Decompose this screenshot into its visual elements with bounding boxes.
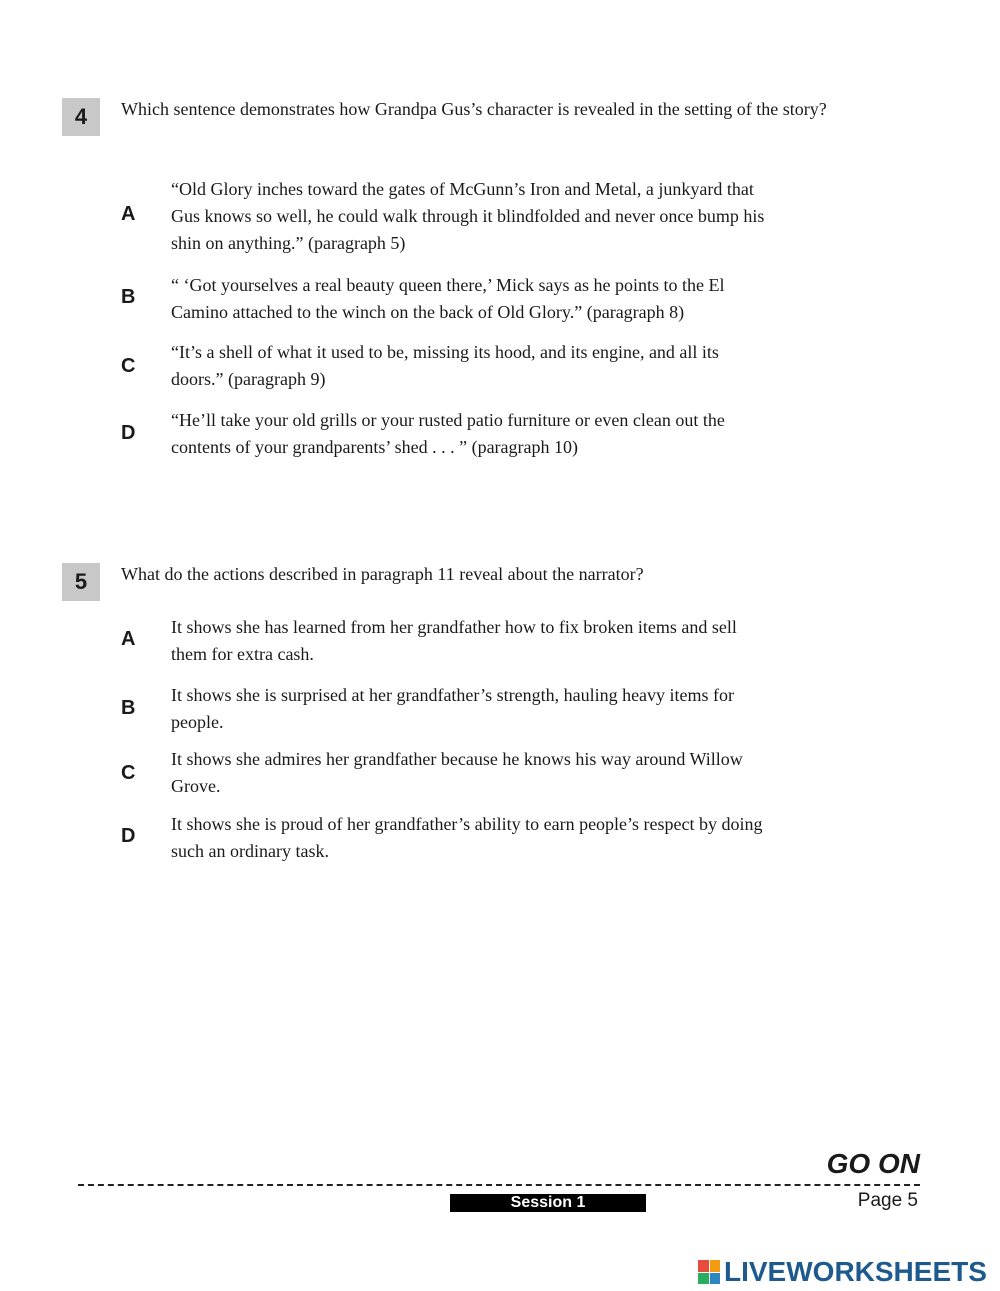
question-stem: Which sentence demonstrates how Grandpa Gus’s character is revealed in the setting of the story? xyxy=(121,99,827,119)
option-text-d[interactable]: “He’ll take your old grills or your rusted patio furniture or even clean out the contents of your grandparents’ shed . . . ” (paragraph 10) xyxy=(171,410,725,457)
option-letter-c[interactable]: C xyxy=(121,762,136,784)
logo-square-4 xyxy=(710,1273,721,1285)
liveworksheets-logo[interactable] xyxy=(698,1256,987,1288)
option-letter-d[interactable]: D xyxy=(121,825,136,847)
option-letter-b[interactable]: B xyxy=(121,697,136,719)
option-text-c[interactable]: “It’s a shell of what it used to be, missing its hood, and its engine, and all its doors.” (paragraph 9) xyxy=(171,342,719,389)
logo-square-2 xyxy=(710,1260,721,1272)
option-letter-a[interactable]: A xyxy=(121,203,136,225)
liveworksheets-logo-icon xyxy=(698,1260,720,1284)
option-text-a[interactable]: It shows she has learned from her grandfather how to fix broken items and sell them for extra cash. xyxy=(171,617,737,664)
option-text-b[interactable]: “ ‘Got yourselves a real beauty queen there,’ Mick says as he points to the El Camino attached to the winch on the back of Old Glory.” (paragraph 8) xyxy=(171,275,725,322)
option-letter-c[interactable]: C xyxy=(121,355,136,377)
question-stem: What do the actions described in paragraph 11 reveal about the narrator? xyxy=(121,564,644,584)
option-letter-b[interactable]: B xyxy=(121,286,136,308)
page-number: Page 5 xyxy=(857,1190,918,1211)
question-number: 4 xyxy=(62,98,100,136)
option-letter-a[interactable]: A xyxy=(121,628,136,650)
logo-square-3 xyxy=(698,1273,709,1285)
session-label: Session 1 xyxy=(450,1194,646,1212)
go-on-label: GO ON xyxy=(826,1148,920,1179)
option-text-a[interactable]: “Old Glory inches toward the gates of McGunn’s Iron and Metal, a junkyard that Gus knows so well, he could walk through it blindfolded and never once bump his shin on anything.” (paragraph 5) xyxy=(171,179,765,253)
option-text-b[interactable]: It shows she is surprised at her grandfather’s strength, hauling heavy items for people. xyxy=(171,685,735,732)
option-text-d[interactable]: It shows she is proud of her grandfather’s ability to earn people’s respect by doing such an ordinary task. xyxy=(171,814,763,861)
logo-text: LIVEWORKSHEETS xyxy=(724,1256,987,1287)
option-letter-d[interactable]: D xyxy=(121,422,136,444)
question-number: 5 xyxy=(62,563,100,601)
dashed-divider xyxy=(78,1184,920,1186)
option-text-c[interactable]: It shows she admires her grandfather because he knows his way around Willow Grove. xyxy=(171,749,743,796)
logo-square-1 xyxy=(698,1260,709,1272)
